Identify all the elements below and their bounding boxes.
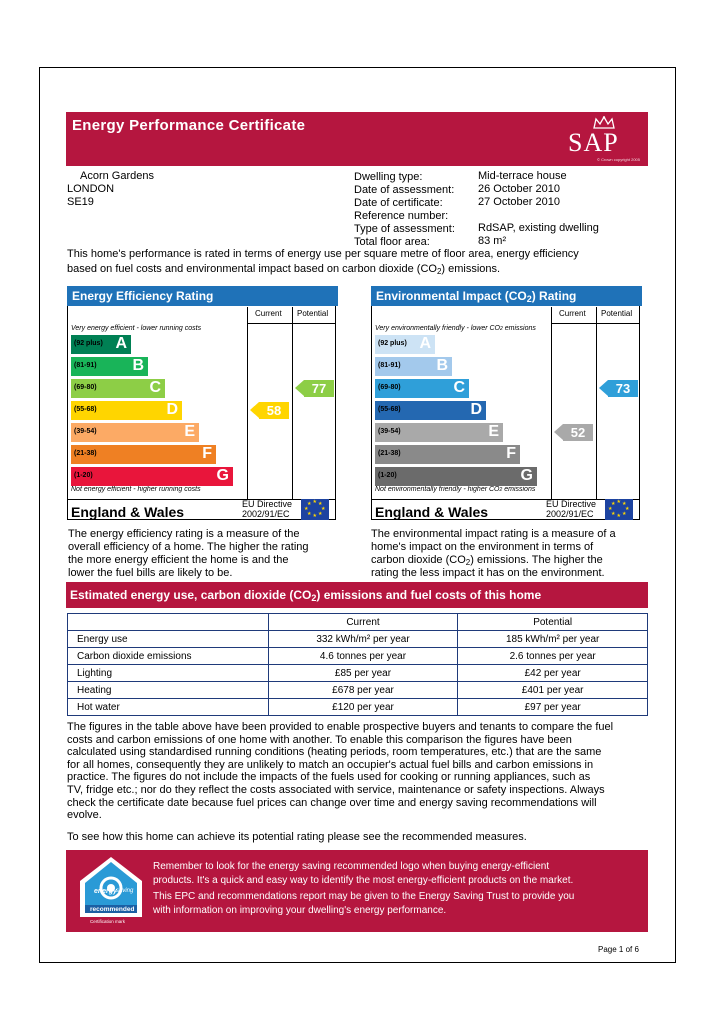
assessment-date-label: Date of assessment: [354,184,455,196]
env-band-e [375,423,503,442]
energy-band-letter: B [132,357,144,374]
bottom-text-line-2: products. It's a quick and easy way to identify the most energy-efficient products on the market. [153,875,574,886]
notes-line: evolve. [67,809,102,822]
env-band-letter: B [436,357,448,374]
notes-line: The figures in the table above have been provided to enable prospective buyers and tenants to compare the fuel [67,721,614,733]
energy-band-range: (21-38) [74,450,97,457]
energy-bottom-note: Not energy efficient - higher running costs [71,486,201,493]
dwelling-type-value: Mid-terrace house [478,170,567,182]
bottom-text-line-1: Remember to look for the energy saving recommended logo when buying energy-efficient [153,861,550,872]
env-rating-title: Environmental Impact $(CO_2)$ Rating [371,286,642,306]
energy-efficiency-rating-box [67,286,336,520]
env-band-letter: C [453,379,465,396]
dwelling-type-label: Dwelling type: [354,171,423,183]
env-band-letter: F [506,445,516,462]
table-row [68,682,648,699]
env-desc-line-1: The environmental impact rating is a measure of a [371,528,616,540]
energy-current-header: Current [255,309,282,318]
row-label: Hot water [68,699,269,716]
page-title: Energy Performance Certificate [72,117,306,134]
energy-potential-header: Potential [297,309,329,318]
notes-line: calculated using standardised running conditions (heating periods, room temperatures, etc.) that are the same [67,746,602,759]
certificate-date-value: 27 October 2010 [478,196,560,208]
env-band-g [375,467,537,486]
env-band-range: (21-38) [378,450,401,457]
certificate-page [39,67,676,963]
env-desc-line-3: carbon dioxide $(CO_2)$ emissions. The higher the [371,554,603,567]
energy-current-arrow [250,402,290,419]
address-line-2: LONDON [67,183,115,195]
energy-saving-bar [66,850,648,932]
energy-band-range: (81-91) [74,362,97,369]
table-row [68,631,648,648]
energy-potential-arrow-value: 77 [304,380,334,397]
table-header-current: Current [268,614,458,631]
energy-potential-arrow [295,380,335,397]
energy-desc-line-4: lower the fuel bills are likely to be. [68,567,233,579]
energy-band-e [71,423,199,442]
bottom-text-line-4: with information on improving your dwelling's energy performance. [153,905,447,916]
energy-band-range: (39-54) [74,428,97,435]
row-potential: 2.6 tonnes per year [458,648,648,665]
row-label: Lighting [68,665,269,682]
see-measures-text: To see how this home can achieve its potential rating please see the recommended measures. [67,831,527,843]
env-eu-directive-1: EU Directive [546,499,597,509]
sap-logo [568,116,640,162]
env-potential-arrow [599,380,639,397]
estimated-costs-table [67,613,648,716]
env-band-range: (55-68) [378,406,401,413]
energy-band-letter: D [166,401,178,418]
logo-word-energy: energy [94,888,117,895]
env-band-range: (39-54) [378,428,401,435]
energy-country-label: England & Wales [71,504,185,520]
sap-logo-text: SAP [568,128,619,157]
env-band-range: (1-20) [378,472,397,479]
row-potential: £401 per year [458,682,648,699]
energy-band-letter: F [202,445,212,462]
row-potential: £97 per year [458,699,648,716]
estimated-costs-title: Estimated energy use, carbon dioxide $(CO_2)$ emissions and fuel costs of this home [66,582,648,608]
energy-desc-line-2: overall efficiency of a home. The higher the rating [68,541,309,553]
env-country-label: England & Wales [375,504,489,520]
env-bottom-note: Not environmentally friendly - higher CO2 emissions [375,486,536,493]
address-line-1: Acorn Gardens [80,170,154,182]
row-current: £85 per year [268,665,458,682]
env-potential-arrow-value: 73 [608,380,638,397]
reference-number-label: Reference number: [354,210,449,222]
energy-band-f [71,445,216,464]
header-bar [66,112,648,166]
energy-band-range: (69-80) [74,384,97,391]
env-band-letter: E [488,423,499,440]
table-row [68,648,648,665]
env-eu-directive-2: 2002/91/EC [546,509,594,519]
energy-eu-directive-1: EU Directive [242,499,293,509]
row-potential: 185 kWh/m² per year [458,631,648,648]
energy-band-a [71,335,131,354]
assessment-type-value: RdSAP, existing dwelling [478,222,599,234]
assessment-type-label: Type of assessment: [354,223,455,235]
logo-word-recommended: recommended [90,906,135,913]
row-label: Energy use [68,631,269,648]
row-current: £678 per year [268,682,458,699]
env-desc-line-2: home's impact on the environment in terms of [371,541,594,553]
floor-area-value: 83 m² [478,235,507,247]
env-top-note: Very environmentally friendly - lower CO2 emissions [375,325,536,332]
energy-band-range: (92 plus) [74,340,103,347]
energy-desc-line-3: the more energy efficient the home is and the [68,554,289,566]
notes-line: for all homes, consequently they are unlikely to match an occupier's actual fuel bills and carbon emissions in [67,758,594,771]
env-band-a [375,335,435,354]
eu-flag-icon: ★ ★ ★ ★ ★ ★ ★ ★ [301,499,329,520]
table-row [68,699,648,716]
env-band-range: (69-80) [378,384,401,391]
eu-flag-icon: ★ ★ ★ ★ ★ ★ ★ ★ [605,499,633,520]
energy-band-range: (55-68) [74,406,97,413]
env-band-c [375,379,469,398]
row-label: Carbon dioxide emissions [68,648,269,665]
row-current: £120 per year [268,699,458,716]
intro-line-1: This home's performance is rated in terms of energy use per square metre of floor area, energy efficiency [67,248,579,260]
energy-top-note: Very energy efficient - lower running costs [71,325,202,332]
energy-desc-line-1: The energy efficiency rating is a measure of the [68,528,300,540]
row-current: 332 kWh/m² per year [268,631,458,648]
logo-word-saving: saving [116,888,134,894]
notes-line: TV, fridge etc.; nor do they reflect the costs associated with service, maintenance or safety inspections. Always [67,784,605,796]
env-band-b [375,357,452,376]
env-current-arrow [554,424,594,441]
energy-band-g [71,467,233,486]
energy-band-letter: E [184,423,195,440]
environmental-impact-rating-box [371,286,640,520]
page-number: Page 1 of 6 [598,945,639,954]
energy-eu-directive-2: 2002/91/EC [242,509,290,519]
energy-band-range: (1-20) [74,472,93,479]
row-current: 4.6 tonnes per year [268,648,458,665]
notes-line: costs and carbon emissions of one home with another. To enable this comparison the figures have been [67,733,572,746]
table-header-potential: Potential [458,614,648,631]
env-band-d [375,401,486,420]
notes-line: practice. The figures do not include the impacts of the fuels used for cooking or running appliances, such as [67,771,591,784]
intro-line-2: based on fuel costs and environmental impact based on carbon dioxide $(CO_2)$ emissions. [67,263,501,276]
env-band-f [375,445,520,464]
env-current-header: Current [559,309,586,318]
energy-saving-recommended-logo [76,855,146,927]
env-potential-header: Potential [601,309,633,318]
table-row [68,665,648,682]
env-desc-line-4: rating the less impact it has on the environment. [371,567,605,579]
row-potential: £42 per year [458,665,648,682]
logo-caption: Certification mark [90,919,126,924]
env-current-arrow-value: 52 [563,424,593,441]
energy-band-letter: C [149,379,161,396]
sap-copyright: © Crown copyright 2005 [597,157,640,162]
energy-band-c [71,379,165,398]
address-line-3: SE19 [67,196,94,208]
env-band-range: (81-91) [378,362,401,369]
energy-band-letter: A [115,335,127,352]
env-band-letter: G [520,467,533,484]
energy-band-letter: G [216,467,229,484]
row-label: Heating [68,682,269,699]
energy-band-b [71,357,148,376]
notes-line: check the certificate date because fuel prices can change over time and energy saving recommendations will [67,796,597,809]
energy-band-d [71,401,182,420]
energy-rating-title: Energy Efficiency Rating [67,286,338,306]
energy-current-arrow-value: 58 [259,402,289,419]
assessment-date-value: 26 October 2010 [478,183,560,195]
env-band-letter: D [470,401,482,418]
certificate-date-label: Date of certificate: [354,197,443,209]
floor-area-label: Total floor area: [354,236,430,248]
env-band-letter: A [419,335,431,352]
env-band-range: (92 plus) [378,340,407,347]
bottom-text-line-3: This EPC and recommendations report may be given to the Energy Saving Trust to provide you [153,891,575,902]
